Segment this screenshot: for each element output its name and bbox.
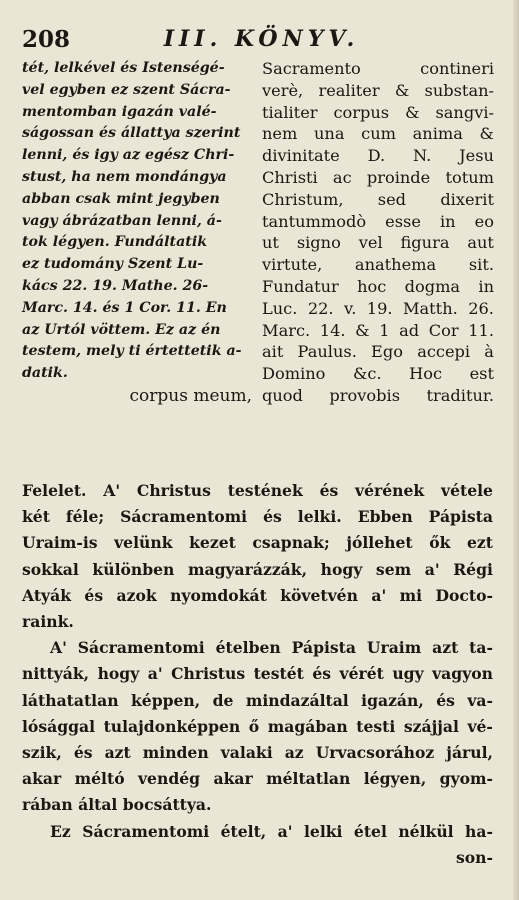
running-head: III. KÖNYV. — [163, 26, 360, 52]
two-column-section — [22, 58, 501, 478]
latin-line: ait Paulus. Ego accepi à — [262, 342, 494, 362]
hungarian-line: mentomban igazán valé- — [22, 103, 217, 120]
latin-line: virtute, anathema sit. — [262, 255, 494, 275]
hungarian-line: lenni, és igy az egész Chri- — [22, 147, 235, 164]
latin-line: Christum, sed dixerit — [262, 189, 494, 209]
latin-line: ut signo vel figura aut — [262, 233, 494, 253]
body-line: A' Sácramentomi ételben Pápista Uraim azt ta- — [50, 638, 493, 658]
catchword: son- — [456, 848, 493, 867]
latin-line: divinitate D. N. Jesu — [262, 146, 494, 166]
latin-line: Luc. 22. v. 19. Matth. 26. — [262, 298, 494, 318]
latin-line: tantummodò esse in eo — [262, 211, 494, 231]
hungarian-line: Marc. 14. és 1 Cor. 11. En — [22, 299, 227, 316]
hungarian-line: testem, mely ti értettetik a- — [22, 343, 242, 360]
hungarian-line: ez tudomány Szent Lu- — [22, 256, 204, 273]
body-line: raink. — [22, 612, 74, 632]
latin-line: Marc. 14. & 1 ad Cor 11. — [262, 320, 494, 340]
hungarian-line: tét, lelkével és Istenségé- — [22, 60, 225, 76]
latin-line: Christi ac proinde totum — [262, 167, 494, 187]
body-line: Uraim-is velünk kezet csapnak; jóllehet ők ezt — [22, 533, 493, 553]
latin-line: Domino &c. Hoc est — [262, 364, 494, 384]
body-line: nittyák, hogy a' Christus testét és vérét ugy vagyon — [22, 664, 493, 684]
page-header — [22, 26, 501, 56]
latin-line: quod provobis traditur. — [262, 385, 494, 405]
hungarian-line: abban csak mint jegyben — [22, 190, 220, 207]
body-line: Ez Sácramentomi ételt, a' lelki étel nélkül ha- — [50, 821, 493, 841]
hungarian-line: vel egyben ez szent Sácra- — [22, 81, 231, 98]
body-line: Atyák és azok nyomdokát követvén a' mi Docto- — [22, 585, 493, 605]
hungarian-line: tok légyen. Fundáltatik — [22, 234, 208, 251]
body-line: szik, és azt minden valaki az Urvacsorához járul, — [22, 743, 493, 763]
hungarian-column — [22, 58, 258, 408]
hungarian-line: datik. — [22, 365, 68, 382]
latin-line: tialiter corpus & sangvi- — [262, 102, 494, 122]
body-line: két féle; Sácramentomi és lelki. Ebben Pápista — [22, 507, 493, 527]
page-edge-shadow — [513, 0, 519, 900]
body-line: sokkal különben magyarázzák, hogy sem a' Régi — [22, 559, 493, 579]
body-line: lósággal tulajdonképpen ő magában testi szájjal vé- — [22, 716, 493, 736]
latin-line: verè, realiter & substan- — [262, 80, 494, 100]
hungarian-line: vagy ábrázatban lenni, á- — [22, 212, 222, 229]
body-line: rában által bocsáttya. — [22, 795, 212, 815]
hungarian-line: az Urtól vöttem. Ez az én — [22, 321, 221, 338]
body-line: láthatatlan képpen, de mindazáltal igazán, és va- — [22, 690, 493, 710]
hungarian-line: ságossan és állattya szerint — [22, 125, 241, 142]
page-number: 208 — [22, 26, 71, 53]
hungarian-line: kács 22. 19. Mathe. 26- — [22, 277, 209, 294]
hungarian-line: corpus meum, — [129, 385, 252, 406]
latin-column — [262, 58, 494, 407]
body-text — [22, 478, 493, 845]
body-line: Felelet. A' Christus testének és vérének vétele — [22, 481, 493, 500]
hungarian-line: stust, ha nem mondángya — [22, 168, 227, 185]
latin-line: Sacramento contineri — [262, 59, 494, 78]
latin-line: nem una cum anima & — [262, 124, 494, 144]
latin-line: Fundatur hoc dogma in — [262, 276, 494, 296]
body-line: akar méltó vendég akar méltatlan légyen, gyom- — [22, 769, 493, 789]
